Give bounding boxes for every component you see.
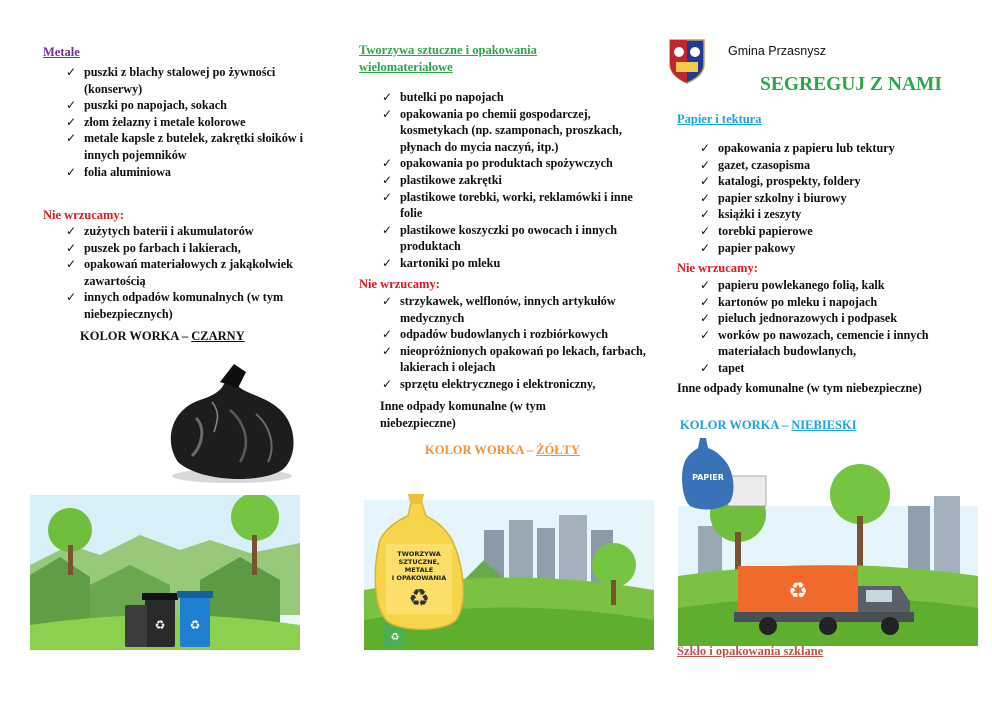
bag-color-prefix: KOLOR WORKA – — [425, 443, 537, 457]
list-item: ✓ pieluch jednorazowych i podpasek — [698, 310, 988, 327]
bag-color-black — [80, 329, 245, 344]
bag-color-value: ŻÓŁTY — [536, 443, 581, 457]
metals-not-list — [64, 223, 324, 323]
list-item: ✓ sprzętu elektrycznego i elektroniczny, — [380, 376, 648, 393]
column-plastics — [330, 0, 660, 702]
landscape-image — [30, 495, 300, 650]
glass-heading: Szkło i opakowania szklane — [677, 644, 824, 658]
metals-list — [64, 64, 324, 180]
list-item: ✓ kartonów po mleku i napojach — [698, 294, 988, 311]
list-item: ✓ innych odpadów komunalnych (w tym niebezpiecznych) — [64, 289, 324, 322]
city-landscape-image — [364, 470, 654, 650]
list-item: ✓ zużytych baterii i akumulatorów — [64, 223, 324, 240]
list-item: ✓ plastikowe koszyczki po owocach i innych produktach — [380, 222, 648, 255]
plastics-heading: Tworzywa sztuczne i opakowania wielomateriałowe — [359, 43, 537, 74]
recycle-icon: ♻ — [408, 584, 430, 612]
yellow-bag-text-line-1: TWORZYWA — [397, 550, 441, 558]
coat-of-arms-icon — [668, 38, 706, 84]
list-item: ✓ papier szkolny i biurowy — [698, 190, 978, 207]
plastics-not-list — [380, 293, 648, 393]
list-item: ✓ opakowania po chemii gospodarczej, kosmetykach (np. szamponach, proszkach, płynach do mycia naczyń, itp.) — [380, 106, 648, 156]
list-item: ✓ nieopróżnionych opakowań po lekach, farbach, lakierach i olejach — [380, 343, 648, 376]
list-item: ✓ butelki po napojach — [380, 89, 648, 106]
paper-heading: Papier i tektura — [677, 112, 762, 126]
svg-text:♻: ♻ — [189, 618, 201, 632]
list-item: ✓ strzykawek, welflonów, innych artykułów medycznych — [380, 293, 648, 326]
list-item: ✓ papieru powlekanego folią, kalk — [698, 277, 988, 294]
list-item: ✓ puszek po farbach i lakierach, — [64, 240, 324, 257]
bag-color-value: NIEBIESKI — [791, 418, 857, 432]
list-item: ✓ folia aluminiowa — [64, 164, 324, 181]
list-item: ✓ puszki po napojach, sokach — [64, 97, 324, 114]
list-item: ✓ metale kapsle z butelek, zakrętki słoików i innych pojemników — [64, 130, 324, 163]
metals-not-label: Nie wrzucamy: — [43, 208, 124, 222]
recycle-icon: ♻ — [788, 579, 808, 604]
svg-text:♻: ♻ — [390, 632, 400, 643]
paper-other: Inne odpady komunalne (w tym niebezpieczne) — [677, 381, 922, 395]
list-item: ✓ złom żelazny i metale kolorowe — [64, 114, 324, 131]
list-item: ✓ książki i zeszyty — [698, 206, 978, 223]
column-paper — [660, 0, 992, 702]
bag-color-blue — [680, 418, 857, 433]
plastics-list — [380, 89, 648, 272]
bag-color-yellow — [425, 443, 580, 458]
list-item: ✓ gazet, czasopisma — [698, 157, 978, 174]
paper-not-label: Nie wrzucamy: — [677, 261, 758, 275]
list-item: ✓ plastikowe torebki, worki, reklamówki i inne folie — [380, 189, 648, 222]
plastics-not-label: Nie wrzucamy: — [359, 277, 440, 291]
paper-bag-label: PAPIER — [692, 473, 724, 482]
yellow-bag-text-line-3: METALE — [404, 566, 434, 574]
bag-color-value: CZARNY — [191, 329, 245, 343]
yellow-bag-text-line-4: I OPAKOWANIA — [391, 574, 447, 582]
list-item: ✓ opakowań materiałowych z jakąkolwiek zawartością — [64, 256, 324, 289]
list-item: ✓ opakowania po produktach spożywczych — [380, 155, 648, 172]
list-item: ✓ katalogi, prospekty, foldery — [698, 173, 978, 190]
list-item: ✓ puszki z blachy stalowej po żywności (konserwy) — [64, 64, 324, 97]
list-item: ✓ worków po nawozach, cemencie i innych materiałach budowlanych, — [698, 327, 988, 360]
paper-list — [698, 140, 978, 256]
plastics-other: Inne odpady komunalne (w tym niebezpieczne) — [380, 399, 546, 430]
list-item: ✓ opakowania z papieru lub tektury — [698, 140, 978, 157]
list-item: ✓ odpadów budowlanych i rozbiórkowych — [380, 326, 648, 343]
blue-paper-bag-image — [682, 438, 766, 509]
page-title: SEGREGUJ Z NAMI — [760, 74, 943, 95]
column-metals — [0, 0, 330, 702]
list-item: ✓ kartoniki po mleku — [380, 255, 648, 272]
list-item: ✓ tapet — [698, 360, 988, 377]
municipality-name: Gmina Przasnysz — [728, 44, 826, 58]
list-item: ✓ plastikowe zakrętki — [380, 172, 648, 189]
bag-color-prefix: KOLOR WORKA – — [680, 418, 792, 432]
bag-color-prefix: KOLOR WORKA – — [80, 329, 192, 343]
list-item: ✓ papier pakowy — [698, 240, 978, 257]
yellow-bag-text-line-2: SZTUCZNE, — [398, 558, 440, 566]
paper-not-list — [698, 277, 988, 377]
black-bag-image — [160, 362, 305, 487]
svg-text:♻: ♻ — [154, 618, 166, 632]
list-item: ✓ torebki papierowe — [698, 223, 978, 240]
garbage-truck-image — [678, 436, 978, 646]
metals-heading: Metale — [43, 45, 80, 59]
